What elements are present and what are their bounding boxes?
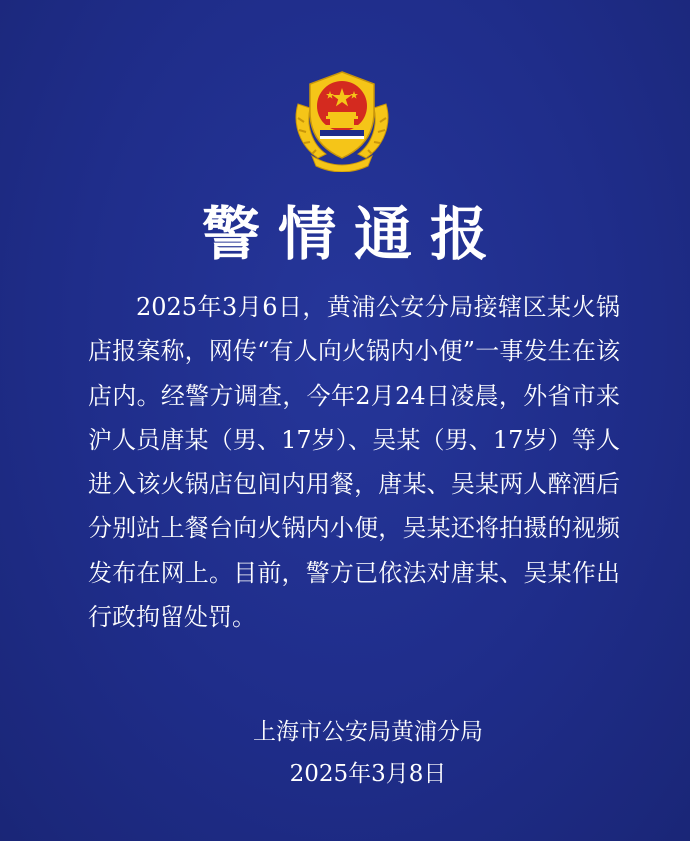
issue-date: 2025年3月8日 xyxy=(289,761,447,787)
issuer-signature: 上海市公安局黄浦分局 xyxy=(253,719,483,745)
police-emblem-icon xyxy=(290,66,394,172)
notice-body: 2025年3月6日，黄浦公安分局接辖区某火锅店报案称，网传“有人向火锅内小便”一事发生在该店内。经警方调查，今年2月24日凌晨，外省市来沪人员唐某（男、17岁）、吴某（男、17岁）等人进入该火锅店包间内用餐，唐某、吴某两人醉酒后分别站上餐台向火锅内小便，吴某还将拍摄的视频发布在网上。目前，警方已依法对唐某、吴某作出行政拘留处罚。 xyxy=(88,293,620,632)
notice-title: 警情通报 xyxy=(201,200,506,268)
